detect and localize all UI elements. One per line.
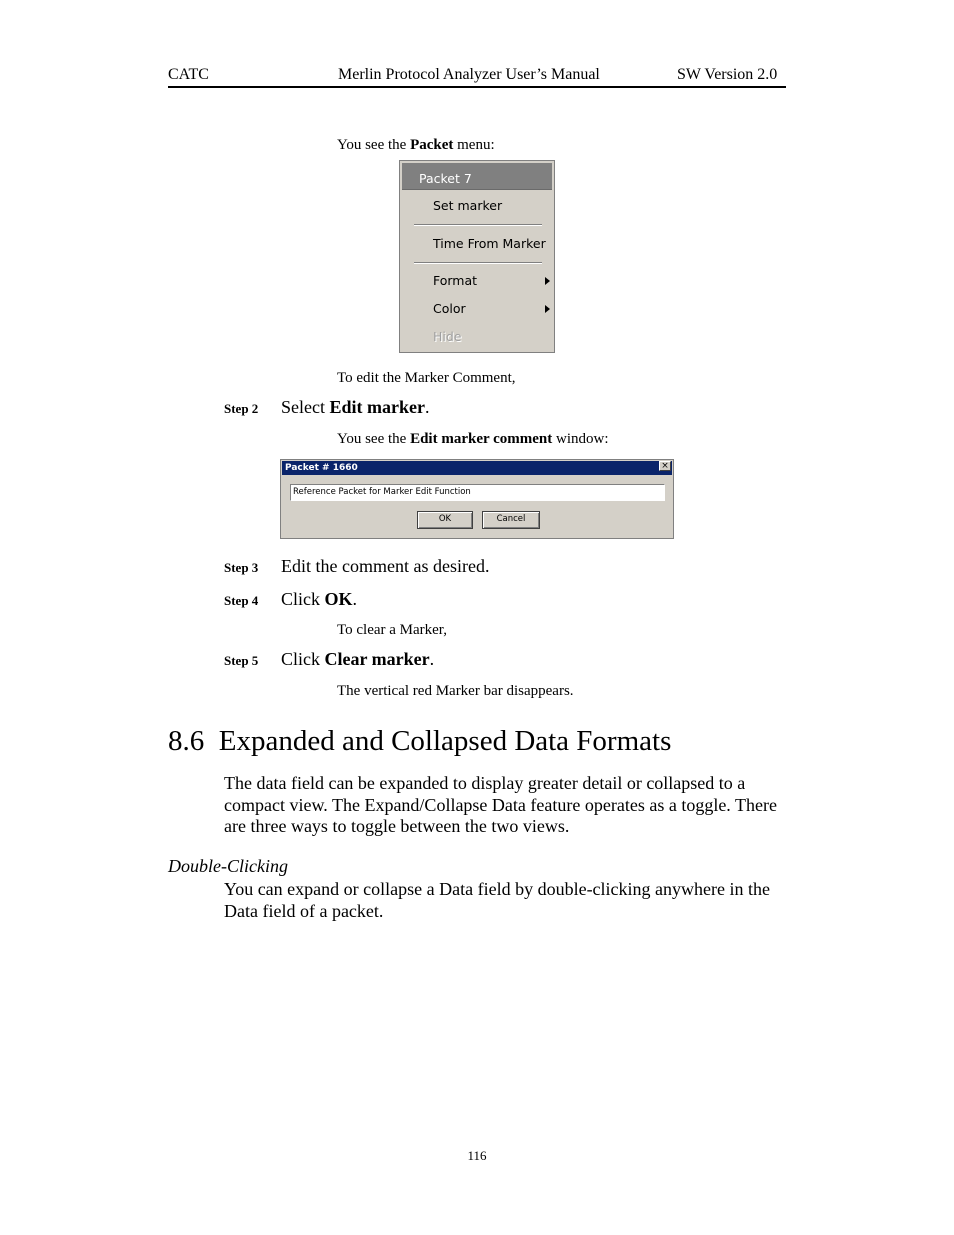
double-clicking-heading: Double-Clicking <box>168 856 288 876</box>
menu-title-packet[interactable]: Packet 7 <box>402 163 552 190</box>
step-3-text: Edit the comment as desired. <box>281 556 490 576</box>
ok-button[interactable]: OK <box>417 511 473 529</box>
menu-item-hide: Hide <box>433 329 462 344</box>
close-icon[interactable]: × <box>659 461 671 471</box>
menu-separator <box>414 224 542 226</box>
note-clear-marker: To clear a Marker, <box>337 622 447 638</box>
step-2-label: Step 2 <box>224 401 259 416</box>
step-4-text: Click OK. <box>281 589 358 609</box>
step-3-label: Step 3 <box>224 560 259 575</box>
note-edit-window: You see the Edit marker comment window: <box>337 431 609 447</box>
menu-item-format[interactable]: Format <box>433 273 478 288</box>
step-5-text: Click Clear marker. <box>281 649 435 669</box>
submenu-arrow-icon <box>545 277 550 285</box>
step-5-label: Step 5 <box>224 653 259 668</box>
menu-separator <box>414 262 542 264</box>
header-rule <box>168 86 786 88</box>
header-right: SW Version 2.0 <box>677 66 778 83</box>
section-paragraph: The data field can be expanded to display greater detail or collapsed to a compact view. The Expand/Collapse Data feature operates as a toggle. There are three ways to toggle between the two views. <box>224 773 777 836</box>
header-center: Merlin Protocol Analyzer User’s Manual <box>338 66 600 83</box>
step-2-text: Select Edit marker. <box>281 397 430 417</box>
menu-item-color[interactable]: Color <box>433 301 466 316</box>
cancel-button[interactable]: Cancel <box>482 511 540 529</box>
marker-comment-input[interactable]: Reference Packet for Marker Edit Function <box>290 484 665 501</box>
menu-item-time-from-marker[interactable]: Time From Marker <box>433 236 546 251</box>
note-marker-disappears: The vertical red Marker bar disappears. <box>337 683 574 699</box>
note-packet-menu: You see the Packet menu: <box>337 137 495 153</box>
menu-item-set-marker[interactable]: Set marker <box>433 198 503 213</box>
header-left: CATC <box>168 66 209 83</box>
note-edit-comment: To edit the Marker Comment, <box>337 370 516 386</box>
double-clicking-paragraph: You can expand or collapse a Data field by double-clicking anywhere in the Data field of a packet. <box>224 879 770 921</box>
submenu-arrow-icon <box>545 305 550 313</box>
section-title: 8.6 Expanded and Collapsed Data Formats <box>168 725 672 757</box>
packet-context-menu <box>399 160 555 353</box>
page-number: 116 <box>467 1148 487 1163</box>
edit-marker-dialog <box>280 459 674 539</box>
step-4-label: Step 4 <box>224 593 259 608</box>
dialog-title: Packet # 1660 <box>282 461 672 475</box>
